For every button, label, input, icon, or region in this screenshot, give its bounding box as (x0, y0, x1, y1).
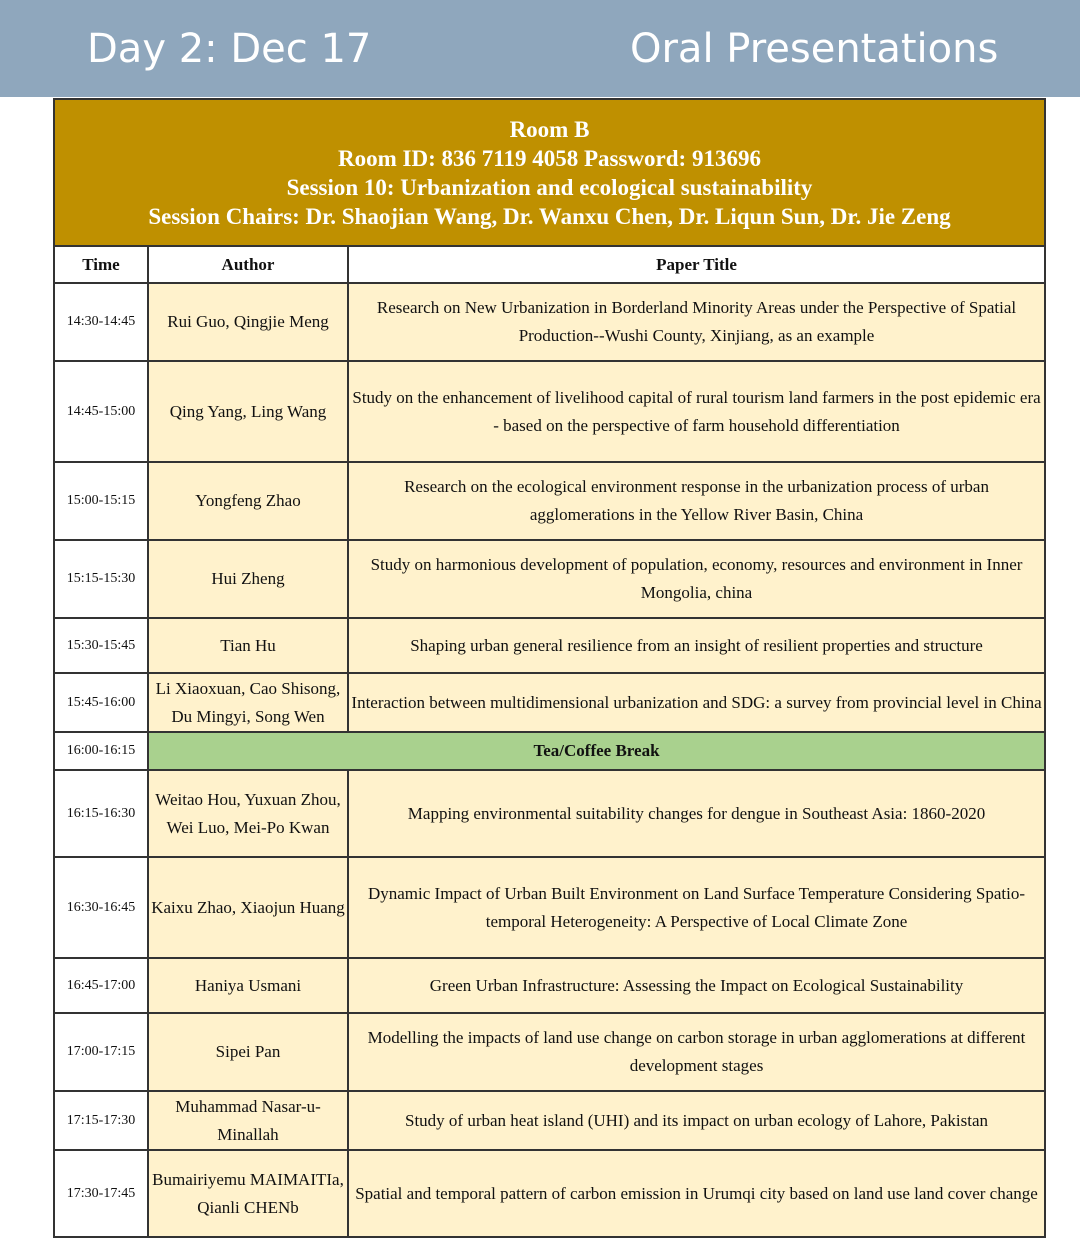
session-title: Session 10: Urbanization and ecological sustainability (286, 174, 813, 200)
column-header-row (54, 246, 1045, 283)
break-label: Tea/Coffee Break (148, 732, 1045, 770)
paper-title-cell: Dynamic Impact of Urban Built Environment on Land Surface Temperature Considering Spatio-temporal Heterogeneity: A Perspective of Local Climate Zone (348, 857, 1045, 958)
session-header (54, 99, 1045, 246)
title-column-header: Paper Title (348, 246, 1045, 283)
table-row (54, 462, 1045, 540)
author-cell: Tian Hu (148, 618, 348, 673)
time-cell: 17:30-17:45 (54, 1150, 148, 1237)
table-row (54, 857, 1045, 958)
time-cell: 14:30-14:45 (54, 283, 148, 361)
time-cell: 17:15-17:30 (54, 1091, 148, 1150)
paper-title-cell: Mapping environmental suitability changes for dengue in Southeast Asia: 1860-2020 (348, 770, 1045, 857)
break-row (54, 732, 1045, 770)
table-row (54, 1013, 1045, 1091)
paper-title-cell: Green Urban Infrastructure: Assessing the Impact on Ecological Sustainability (348, 958, 1045, 1013)
author-cell: Rui Guo, Qingjie Meng (148, 283, 348, 361)
paper-title-cell: Study on the enhancement of livelihood capital of rural tourism land farmers in the post epidemic era - based on the perspective of farm household differentiation (348, 361, 1045, 462)
table-row (54, 1150, 1045, 1237)
table-row (54, 283, 1045, 361)
table-row (54, 673, 1045, 732)
paper-title-cell: Modelling the impacts of land use change on carbon storage in urban agglomerations at different development stages (348, 1013, 1045, 1091)
author-cell: Li Xiaoxuan, Cao Shisong, Du Mingyi, Song Wen (148, 673, 348, 732)
presentation-type-label: Oral Presentations (630, 26, 999, 72)
time-cell: 14:45-15:00 (54, 361, 148, 462)
time-cell: 15:30-15:45 (54, 618, 148, 673)
author-cell: Qing Yang, Ling Wang (148, 361, 348, 462)
author-cell: Kaixu Zhao, Xiaojun Huang (148, 857, 348, 958)
table-row (54, 770, 1045, 857)
author-cell: Muhammad Nasar-u-Minallah (148, 1091, 348, 1150)
paper-title-cell: Shaping urban general resilience from an insight of resilient properties and structure (348, 618, 1045, 673)
time-cell: 15:15-15:30 (54, 540, 148, 618)
table-row (54, 618, 1045, 673)
author-column-header: Author (148, 246, 348, 283)
day-label: Day 2: Dec 17 (87, 26, 372, 72)
paper-title-cell: Spatial and temporal pattern of carbon emission in Urumqi city based on land use land cover change (348, 1150, 1045, 1237)
table-row (54, 1091, 1045, 1150)
time-cell: 16:00-16:15 (54, 732, 148, 770)
table-row (54, 361, 1045, 462)
session-header-row (54, 99, 1045, 246)
author-cell: Yongfeng Zhao (148, 462, 348, 540)
time-cell: 15:00-15:15 (54, 462, 148, 540)
room-name: Room B (509, 116, 590, 142)
author-cell: Weitao Hou, Yuxuan Zhou, Wei Luo, Mei-Po Kwan (148, 770, 348, 857)
author-cell: Haniya Usmani (148, 958, 348, 1013)
paper-title-cell: Research on New Urbanization in Borderland Minority Areas under the Perspective of Spatial Production--Wushi County, Xinjiang, as an example (348, 283, 1045, 361)
time-cell: 15:45-16:00 (54, 673, 148, 732)
room-id-password: Room ID: 836 7119 4058 Password: 913696 (338, 145, 761, 171)
paper-title-cell: Interaction between multidimensional urbanization and SDG: a survey from provincial level in China (348, 673, 1045, 732)
schedule-table (53, 98, 1046, 1238)
author-cell: Hui Zheng (148, 540, 348, 618)
time-cell: 16:30-16:45 (54, 857, 148, 958)
time-cell: 16:45-17:00 (54, 958, 148, 1013)
paper-title-cell: Study of urban heat island (UHI) and its impact on urban ecology of Lahore, Pakistan (348, 1091, 1045, 1150)
session-chairs: Session Chairs: Dr. Shaojian Wang, Dr. Wanxu Chen, Dr. Liqun Sun, Dr. Jie Zeng (148, 203, 951, 229)
author-cell: Sipei Pan (148, 1013, 348, 1091)
paper-title-cell: Research on the ecological environment response in the urbanization process of urban agglomerations in the Yellow River Basin, China (348, 462, 1045, 540)
author-cell: Bumairiyemu MAIMAITIa, Qianli CHENb (148, 1150, 348, 1237)
paper-title-cell: Study on harmonious development of population, economy, resources and environment in Inner Mongolia, china (348, 540, 1045, 618)
time-cell: 17:00-17:15 (54, 1013, 148, 1091)
table-row (54, 958, 1045, 1013)
table-row (54, 540, 1045, 618)
time-column-header: Time (54, 246, 148, 283)
header-banner (0, 0, 1080, 97)
time-cell: 16:15-16:30 (54, 770, 148, 857)
